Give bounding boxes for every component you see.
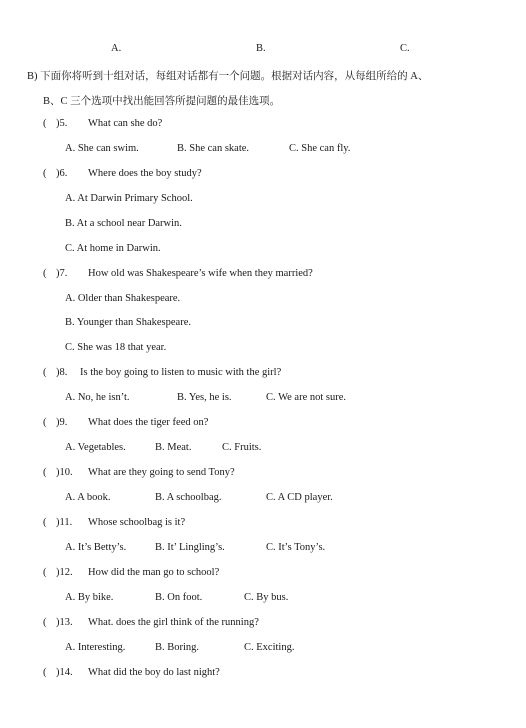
option-b-q12: B. On foot. [155,592,203,603]
question-text-q11: Whose schoolbag is it? [88,517,186,528]
option-c-q11: C. It’s Tony’s. [266,542,326,553]
question-number-q14: )14. [56,667,73,678]
answer-blank-q10: ( [43,467,47,478]
option-c-q5: C. She can fly. [289,143,351,154]
option-a-q13: A. Interesting. [65,642,126,653]
option-a-q10: A. A book. [65,492,111,503]
option-a-q9: A. Vegetables. [65,442,126,453]
option-b-q8: B. Yes, he is. [177,392,232,403]
question-text-q7: How old was Shakespeare’s wife when they married? [88,268,313,279]
answer-blank-q11: ( [43,517,47,528]
option-a-q8: A. No, he isn’t. [65,392,130,403]
option-b-q6: B. At a school near Darwin. [65,218,182,229]
option-b-q9: B. Meat. [155,442,192,453]
question-number-q7: )7. [56,268,68,279]
option-a-q5: A. She can swim. [65,143,139,154]
option-c-q8: C. We are not sure. [266,392,347,403]
question-text-q13: What. does the girl think of the running? [88,617,259,628]
option-c-q6: C. At home in Darwin. [65,243,161,254]
section-heading-line-1: B) 下面你将听到十组对话，每组对话都有一个问题。根据对话内容，从每组所给的 A、 [27,71,429,82]
option-c-q10: C. A CD player. [266,492,333,503]
option-b-q10: B. A schoolbag. [155,492,222,503]
question-number-q6: )6. [56,168,68,179]
question-text-q14: What did the boy do last night? [88,667,220,678]
answer-blank-q12: ( [43,567,47,578]
answer-blank-q14: ( [43,667,47,678]
section-heading-line-2: B、C 三个选项中找出能回答所提问题的最佳选项。 [43,96,281,107]
option-c-q9: C. Fruits. [222,442,262,453]
option-b-q5: B. She can skate. [177,143,250,154]
answer-blank-q6: ( [43,168,47,179]
top-option-a: A. [111,43,122,54]
top-option-b: B. [256,43,266,54]
question-number-q5: )5. [56,118,68,129]
question-text-q8: Is the boy going to listen to music with the girl? [80,367,282,378]
question-text-q6: Where does the boy study? [88,168,202,179]
option-a-q12: A. By bike. [65,592,114,603]
question-text-q5: What can she do? [88,118,163,129]
option-a-q11: A. It’s Betty’s. [65,542,127,553]
option-b-q7: B. Younger than Shakespeare. [65,317,191,328]
answer-blank-q13: ( [43,617,47,628]
question-text-q10: What are they going to send Tony? [88,467,235,478]
question-number-q8: )8. [56,367,68,378]
question-number-q9: )9. [56,417,68,428]
answer-blank-q8: ( [43,367,47,378]
answer-blank-q7: ( [43,268,47,279]
question-number-q10: )10. [56,467,73,478]
option-a-q6: A. At Darwin Primary School. [65,193,193,204]
question-text-q12: How did the man go to school? [88,567,220,578]
option-c-q7: C. She was 18 that year. [65,342,167,353]
question-number-q11: )11. [56,517,73,528]
question-text-q9: What does the tiger feed on? [88,417,209,428]
top-option-c: C. [400,43,410,54]
option-c-q12: C. By bus. [244,592,289,603]
question-number-q13: )13. [56,617,73,628]
option-a-q7: A. Older than Shakespeare. [65,293,181,304]
answer-blank-q9: ( [43,417,47,428]
option-c-q13: C. Exciting. [244,642,295,653]
option-b-q11: B. It’ Lingling’s. [155,542,225,553]
answer-blank-q5: ( [43,118,47,129]
question-number-q12: )12. [56,567,73,578]
option-b-q13: B. Boring. [155,642,200,653]
